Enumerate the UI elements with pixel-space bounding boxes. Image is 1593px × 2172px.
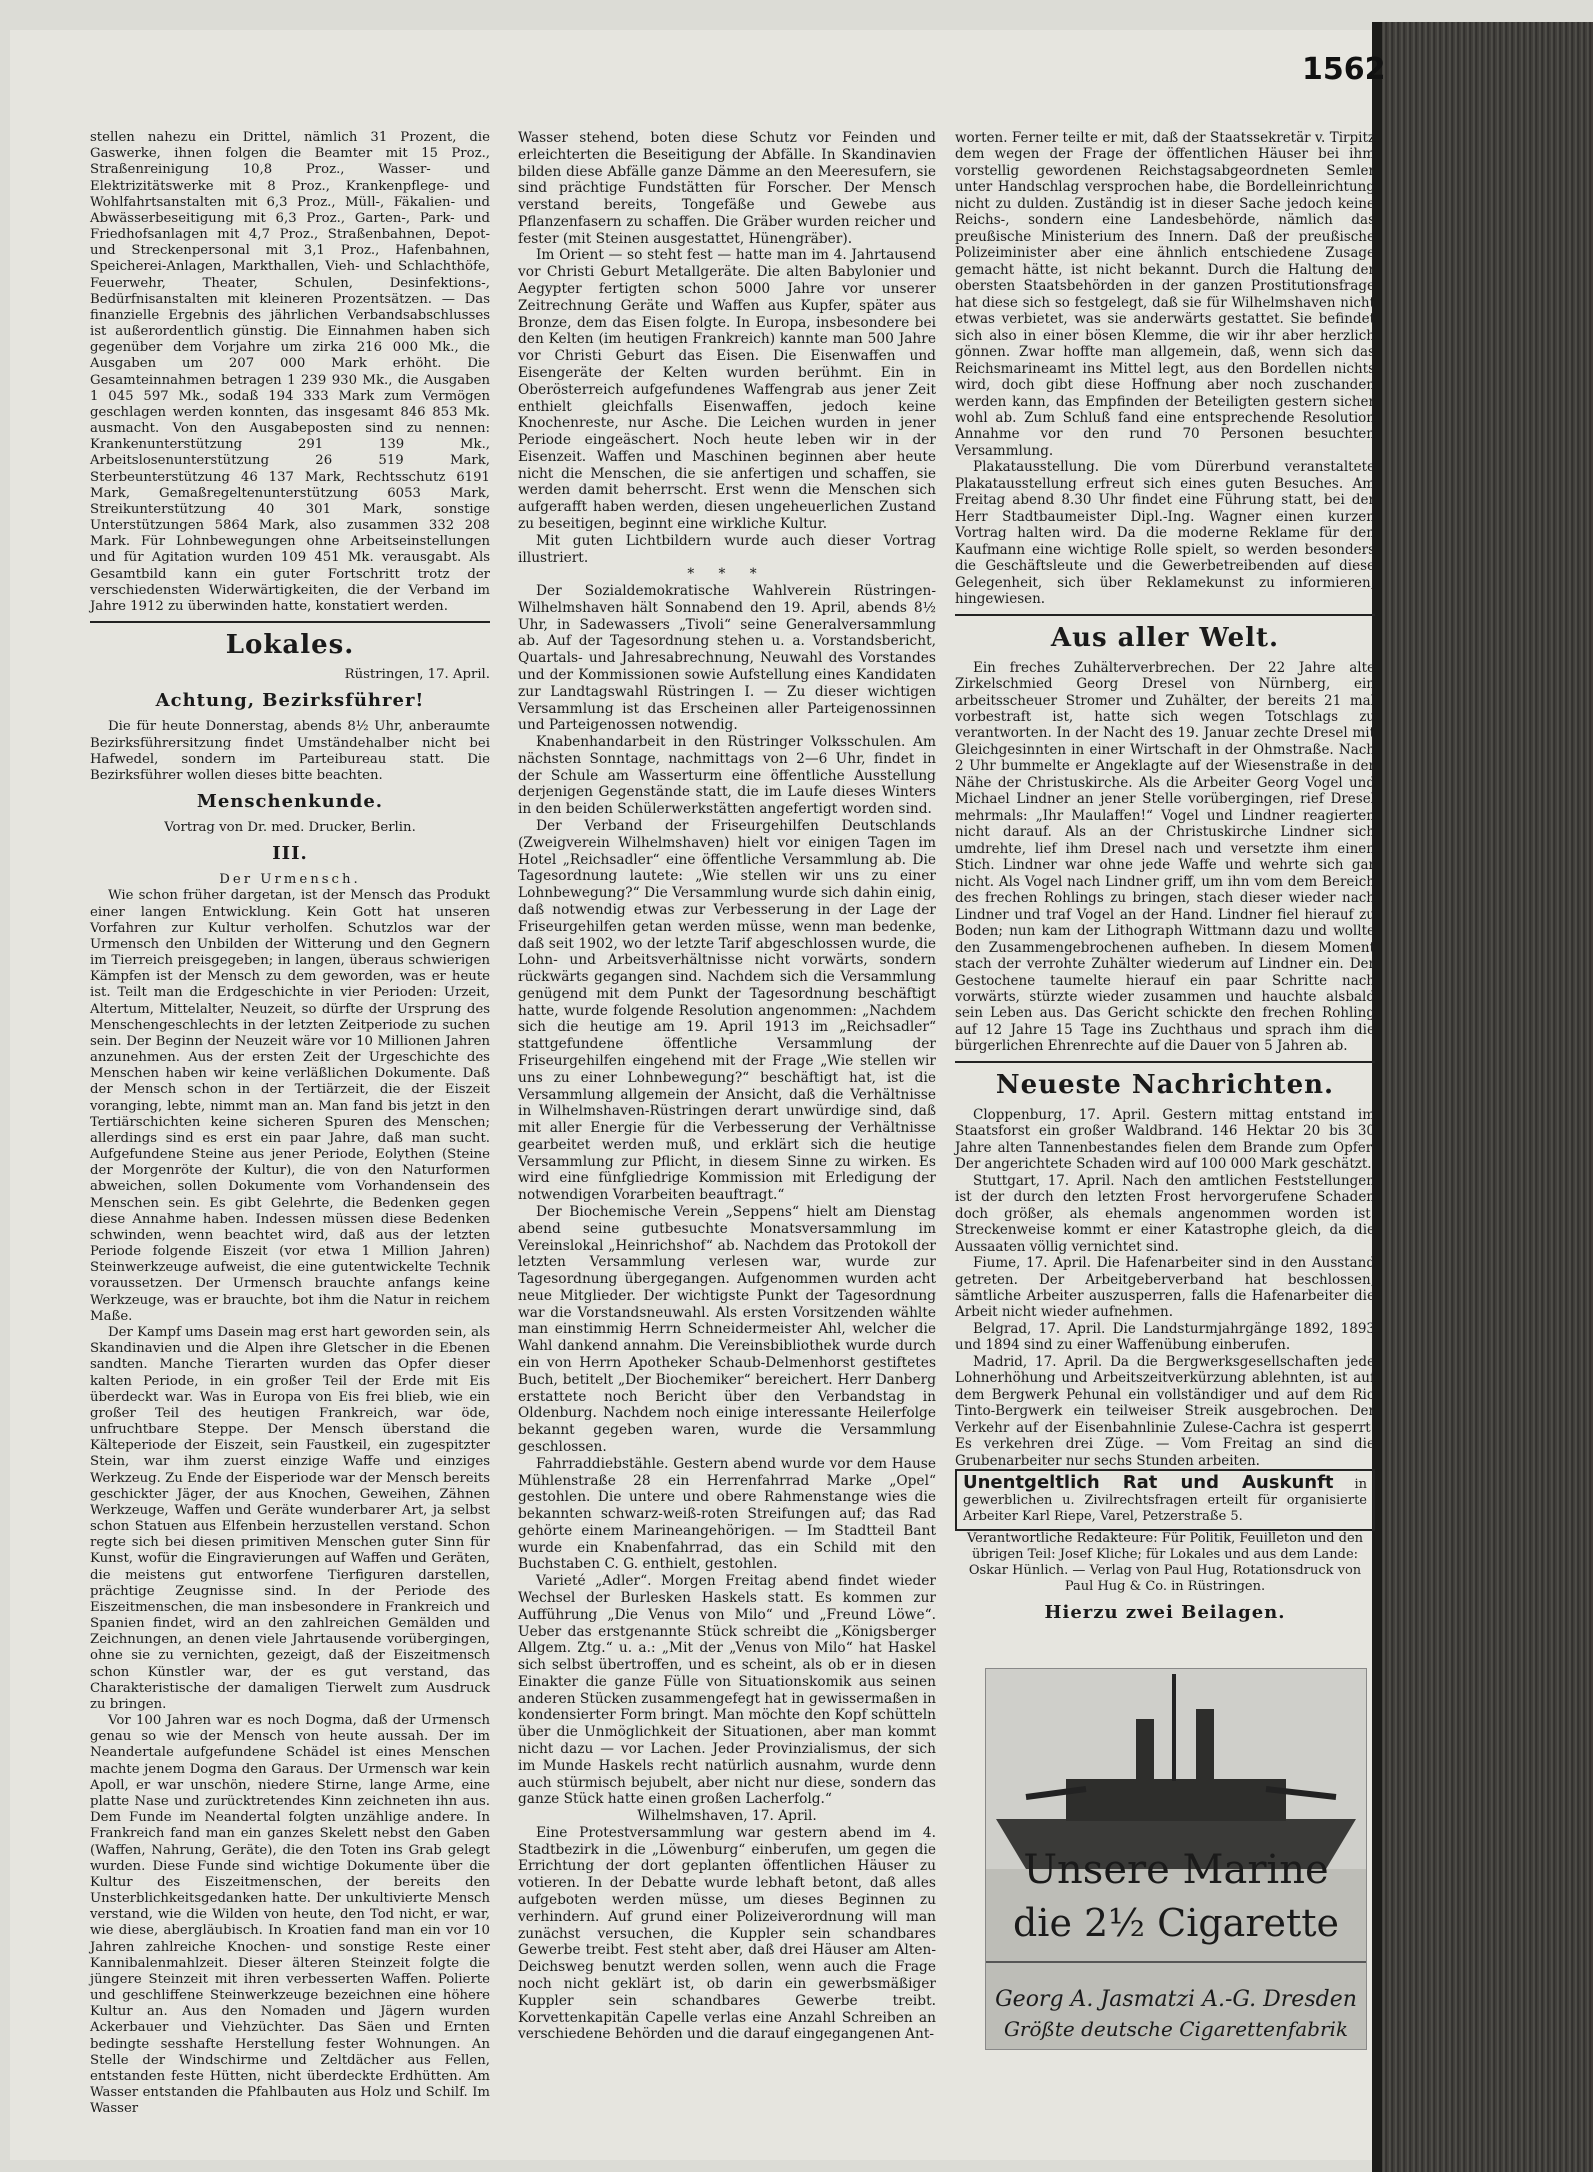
lecture-title: Der Urmensch. xyxy=(219,872,361,888)
dateline: Rüstringen, 17. April. xyxy=(344,667,490,683)
column-3 xyxy=(955,130,1375,1631)
advice-box-title: Unentgeltlich Rat und Auskunft xyxy=(963,1472,1334,1494)
paragraph: Der Verband der Friseurgehilfen Deutschlands (Zweigverein Wilhelmshaven) hielt vor einigen Tagen im Hotel „Reichsadler“ eine öffentliche Versammlung ab. Die Tagesordnung lautete: „Wie stellen wir uns zu einer Lohnbewegung?“ Die Versammlung wurde sich dahin einig, daß notwendig etwas zur Verbesserung in der Lage der Friseurgehilfen getan werden müsse, wenn man bedenke, daß seit 1902, wo der letzte Tarif abgeschlossen wurde, die Lohn- und Arbeitsverhältnisse nicht vorwärts, sondern rückwärts gegangen sind. Nachdem sich die Versammlung genügend mit dem Punkt der Tagesordnung beschäftigt hatte, wurde folgende Resolution angenommen: „Nachdem sich die heutige am 19. April 1913 im „Reichsadler“ stattgefundene öffentliche Versammlung der Friseurgehilfen eingehend mit der Frage „Wie stellen wir uns zu einer Lohnbewegung?“ beschäftigt hat, ist die Versammlung allgemein der Ansicht, daß die Verhältnisse in Wilhelmshaven-Rüstringen derart unwürdige sind, daß mit aller Energie für die Verbesserung der Verhältnisse gearbeitet werden muß, und erklärt sich die heutige Versammlung zur Pflicht, in diesem Sinne zu wirken. Es wird eine fünfgliedrige Kommission mit Erledigung der notwendigen Vorarbeiten beauftragt.“ xyxy=(518,818,936,1204)
paragraph: Ein freches Zuhälterverbrechen. Der 22 Jahre alte Zirkelschmied Georg Dresel von Nürnberg, ein arbeitsscheuer Stromer und Zuhälter, der bereits 21 mal vorbestraft ist, hatte sich wegen Totschlags zu verantworten. In der Nacht des 19. Januar zechte Dresel mit Gleichgesinnten in einer Wirtschaft in der Ohmstraße. Nach 2 Uhr bummelte er Angeklagte auf der Wiesenstraße in der Nähe der Christuskirche. Als die Arbeiter Georg Vogel und Michael Lindner an jener Stelle vorübergingen, rief Dresel mehrmals: „Ihr Maulaffen!“ Vogel und Lindner reagierten nicht darauf. Als an der Christuskirche Lindner sich umdrehte, lief ihm Dresel nach und versetzte ihm einen Stich. Lindner war ohne jede Waffe und wehrte sich gar nicht. Als Vogel nach Lindner griff, um ihn vom dem Bereich des frechen Rohlings zu bringen, stach dieser wieder nach Lindner und traf Vogel an der Hand. Lindner fiel hierauf zu Boden; nun kam der Lithograph Wittmann dazu und wollte den Zusammengebrochenen aufheben. In diesem Moment stach der verrohte Zuhälter wiederum auf Lindner ein. Der Gestochene taumelte hierauf ein paar Schritte nach vorwärts, stürzte wieder zusammen und hauchte alsbald sein Leben aus. Das Gericht schickte den frechen Rohling auf 12 Jahre 15 Tage ins Zuchthaus und sprach ihm die bürgerlichen Ehrenrechte auf die Dauer von 5 Jahren ab. xyxy=(955,659,1375,1055)
dateline: Wilhelmshaven, 17. April. xyxy=(637,1808,817,1825)
article-continuation: stellen nahezu ein Drittel, nämlich 31 Prozent, die Gaswerke, ihnen folgen die Beamter mit 15 Proz., Straßenreinigung 10,8 Proz., Wasser- und Elektrizitätswerke mit 8 Proz., Krankenpflege- und Wohlfahrtsanstalten mit 6,3 Proz., Müll-, Fäkalien- und Abwässerbeseitigung mit 6,3 Proz., Garten-, Park- und Friedhofsanlagen mit 4,7 Proz., Straßenbahnen, Depot- und Streckenpersonal mit 3,1 Proz., Hafenbahnen, Speicherei-Anlagen, Markthallen, Vieh- und Schlachthöfe, Feuerwehr, Theater, Schulen, Desinfektions-, Bedürfnisanstalten mit kleineren Prozentsätzen. — Das finanzielle Ergebnis des jährlichen Verbandsabschlusses ist außerordentlich günstig. Die Einnahmen haben sich gegenüber dem Vorjahre um zirka 216 000 Mk., die Ausgaben um 207 000 Mark erhöht. Die Gesamteinnahmen betragen 1 239 930 Mk., die Ausgaben 1 045 597 Mk., sodaß 194 333 Mark zum Vermögen geschlagen werden konnten, das insgesamt 846 853 Mk. ausmacht. Von den Ausgabeposten sind zu nennen: Krankenunterstützung 291 139 Mk., Arbeitslosenunterstützung 26 519 Mark, Sterbeunterstützung 46 137 Mark, Rechtsschutz 6191 Mark, Gemaßregeltenunterstützung 6053 Mark, Streikunterstützung 40 301 Mark, sonstige Unterstützungen 5864 Mark, also zusammen 332 208 Mark. Für Lohnbewegungen ohne Arbeitseinstellungen und für Agitation wurden 109 451 Mk. verausgabt. Als Gesamtbild kann ein guter Fortschritt trotz der verschiedensten Widerwärtigkeiten, die der Verband im Jahre 1912 zu überwinden hatte, konstatiert werden. xyxy=(90,130,490,614)
ad-company: Georg A. Jasmatzi A.-G. Dresden xyxy=(995,1987,1357,2012)
divider xyxy=(955,614,1375,616)
subheading-menschenkunde: Menschenkunde. xyxy=(196,791,384,813)
book-binding xyxy=(1382,22,1593,2172)
paragraph: Wie schon früher dargetan, ist der Mensch das Produkt einer langen Entwicklung. Kein Gott hat unseren Vorfahren zur Kultur verholfen. Schutzlos war der Urmensch den Unbilden der Witterung und den Gegnern im Tierreich preisgegeben; in langen, überaus schwierigen Kämpfen ist der Mensch zu dem geworden, was er heute ist. Teilt man die Erdgeschichte in vier Perioden: Urzeit, Altertum, Mittelalter, Neuzeit, so dürfte der Ursprung des Menschengeschlechts in der letzten Zeitperiode zu suchen sein. Der Beginn der Neuzeit wäre vor 10 Millionen Jahren anzunehmen. Aus der ersten Zeit der Urgeschichte des Menschen haben wir keine verläßlichen Dokumente. Daß der Mensch schon in der Tertiärzeit, die der Eiszeit voranging, lebte, nimmt man an. Man fand bis jetzt in den Tertiärschichten keine sicheren Spuren des Menschen; allerdings sind es erst ein paar Jahre, daß man sucht. Aufgefundene Steine aus jener Periode, Eolythen (Steine der Morgenröte der Kultur), die von den Naturformen abweichen, sollen Dokumente vom Vorhandensein des Menschen sein. Es gibt Gelehrte, die Bedenken gegen diese Annahme haben. Indessen müssen diese Bedenken schwinden, wenn beachtet wird, daß aus der letzten Periode folgende Eiszeit (vor etwa 1 Million Jahren) Steinwerkzeuge aufweist, die eine gutentwickelte Technik voraussetzen. Der Urmensch brauchte anfangs keine Werkzeuge, was er brauchte, bot ihm die Natur in reichem Maße. xyxy=(90,888,490,1324)
imprint: Verantwortliche Redakteure: Für Politik, Feuilleton und den übrigen Teil: Josef Kliche; für Lokales und aus dem Lande: Oskar Hünlich. — Verlag von Paul Hug, Rotationsdruck von Paul Hug & Co. in Rüstringen. xyxy=(966,1531,1364,1595)
ad-subheadline: die 2½ Cigarette xyxy=(1012,1901,1340,1945)
paragraph: Im Orient — so steht fest — hatte man im 4. Jahrtausend vor Christi Geburt Metallgeräte. Die alten Babylonier und Aegypter fertigten schon 5000 Jahre vor unserer Zeitrechnung Geräte und Waffen aus Kupfer, später aus Bronze, dem das Eisen folgte. In Europa, insbesondere bei den Kelten (im heutigen Frankreich) kannte man 500 Jahre vor Christi Geburt das Eisen. Die Eisenwaffen und Eisengeräte der Kelten wurden berühmt. Ein in Oberösterreich aufgefundenes Waffengrab aus jener Zeit enthielt gleichfalls Eisenwaffen, jedoch keine Knochenreste, nur Asche. Die Leichen wurden in jener Periode eingeäschert. Noch heute leben wir in der Eisenzeit. Waffen und Maschinen beginnen aber heute nicht die Menschen, die sie anfertigen und schaffen, sie werden damit beherrscht. Erst wenn die Menschen sich aufgerafft haben werden, diesen ungeheuerlichen Zustand zu beseitigen, beginnt eine wirkliche Kultur. xyxy=(518,247,936,532)
paragraph: Stuttgart, 17. April. Nach den amtlichen Feststellungen ist der durch den letzten Frost hervorgerufene Schaden doch größer, als ehemals angenommen worden ist. Streckenweise kommt er einer Katastrophe gleich, da die Aussaaten völlig vernichtet sind. xyxy=(955,1172,1375,1255)
article-continuation: Wasser stehend, boten diese Schutz vor Feinden und erleichterten die Beseitigung der Abfälle. In Skandinavien bilden diese Abfälle ganze Dämme an den Meeresufern, sie sind prächtige Fundstätten für Forscher. Der Mensch verstand bereits, Tongefäße und Gewebe aus Pflanzenfasern zu schaffen. Die Gräber wurden reicher und fester (mit Steinen ausgestattet, Hünengräber). xyxy=(518,130,936,247)
paragraph: Eine Protestversammlung war gestern abend im 4. Stadtbezirk in die „Löwenburg“ einberufen, um gegen die Errichtung der dort geplanten öffentlichen Häuser zu votieren. In der Debatte wurde lebhaft betont, daß alles aufgeboten werden müsse, um dieses Beginnen zu verhindern. Auf grund einer Polizeiverordnung will man zunächst versuchen, die Kuppler sein schandbares Gewerbe treibt. Fest steht aber, daß drei Häuser am Alten-Deichsweg benutzt werden sollen, wenn auch die Frage noch nicht geklärt ist, ob darin ein gewerbsmäßiger Kuppler sein schandbares Gewerbe treibt. Korvettenkapitän Capelle verlas eine Anzahl Schreiben an verschiedene Behörden und die darauf eingegangenen Ant- xyxy=(518,1824,936,2043)
paragraph: Varieté „Adler“. Morgen Freitag abend findet wieder Wechsel der Burlesken Haskels statt. Es kommen zur Aufführung „Die Venus von Milo“ und „Freund Löwe“. Ueber das erstgenannte Stück schreibt die „Königsberger Allgem. Ztg.“ u. a.: „Mit der „Venus von Milo“ hat Haskel sich selbst übertroffen, und es scheint, als ob er in diesen Einakter die ganze Fülle von Situationskomik aus seinen anderen Stücken zusammengefegt hat in gewissermaßen in kondensierter Form bringt. Man möchte den Kopf schütteln über die Unmöglichkeit der Situationen, aber man kommt nicht dazu — vor Lachen. Jeder Provinzialismus, der sich im Munde Haskels recht natürlich ausnahm, wurde denn auch stürmisch bejubelt, aber nicht nur diese, sondern das ganze Stück hatte einen großen Lacherfolg.“ xyxy=(518,1573,936,1808)
part-number: III. xyxy=(272,843,308,865)
section-heading-neueste-nachrichten: Neueste Nachrichten. xyxy=(995,1069,1335,1100)
section-heading-lokales: Lokales. xyxy=(225,630,355,661)
paragraph: Knabenhandarbeit in den Rüstringer Volksschulen. Am nächsten Sonntage, nachmittags von 2—6 Uhr, findet in der Schule am Wasserturm eine öffentliche Ausstellung derjenigen Gegenstände statt, die im Laufe dieses Winters in den beiden Schülerwerkstätten angefertigt worden sind. xyxy=(518,734,936,818)
lecture-byline: Vortrag von Dr. med. Drucker, Berlin. xyxy=(164,820,416,836)
subheading-achtung: Achtung, Bezirksführer! xyxy=(155,690,425,712)
divider xyxy=(90,621,490,623)
paragraph: Die für heute Donnerstag, abends 8½ Uhr, anberaumte Bezirksführersitzung findet Umständehalber nicht bei Hafwedel, sondern im Parteibureau statt. Die Bezirksführer wollen dieses bitte beachten. xyxy=(90,719,490,783)
advice-box xyxy=(955,1469,1375,1531)
paragraph: Vor 100 Jahren war es noch Dogma, daß der Urmensch genau so wie der Mensch von heute aussah. Der im Neandertale aufgefundene Schädel ist eines Menschen machte jenem Dogma den Garaus. Der Urmensch war kein Apoll, er war unschön, niedere Stirne, lange Arme, eine platte Nase und zurücktretendes Kinn zeichneten ihn aus. Dem Funde im Neandertal folgten unzählige andere. In Frankreich fand man ein ganzes Skelett nebst den Gaben (Waffen, Nahrung, Geräte), die den Toten ins Grab gelegt wurden. Diese Funde sind wichtige Dokumente über die Kultur des Eiszeitmenschen, der bereits den Unsterblichkeitsgedanken hatte. Der unkultivierte Mensch verstand, wie die Wilden von heute, den Tod nicht, er war, wie diese, abergläubisch. In Kroatien fand man ein vor 10 Jahren zahlreiche Knochen- und sonstige Reste einer Kannibalenmahlzeit. Dieser älteren Steinzeit folgte die jüngere Steinzeit mit ihren verbesserten Waffen. Polierte und geschliffene Steinwerkzeuge bezeichnen eine höhere Kultur an. Aus den Nomaden und Jägern wurden Ackerbauer und Viehzüchter. Das Säen und Ernten bedingte sesshafte Herstellung fester Wohnungen. An Stelle der Windschirme und Zeltdächer aus Fellen, entstanden feste Hütten, nicht überdeckte Erdhütten. Am Wasser entstanden die Pfahlbauten aus Holz und Schilf. Im Wasser xyxy=(90,1713,490,2117)
column-1 xyxy=(90,130,490,2117)
paragraph: Fiume, 17. April. Die Hafenarbeiter sind in den Ausstand getreten. Der Arbeitgeberverband hat beschlossen, sämtliche Arbeiter auszusperren, falls die Hafenarbeiter die Arbeit nicht wieder aufnehmen. xyxy=(955,1255,1375,1321)
paragraph: Der Biochemische Verein „Seppens“ hielt am Dienstag abend seine gutbesuchte Monatsversammlung im Vereinslokal „Heinrichshof“ ab. Nachdem das Protokoll der letzten Versammlung verlesen war, wurde zur Tagesordnung übergegangen. Aufgenommen wurden acht neue Mitglieder. Der wichtigste Punkt der Tagesordnung war die Vorstandsneuwahl. Als ersten Vorsitzenden wählte man einstimmig Herrn Schneidermeister Ahl, welcher die Wahl dankend annahm. Die Vereinsbibliothek wurde durch ein von Herrn Apotheker Schaub-Delmenhorst gestiftetes Buch, betitelt „Der Biochemiker“ bereichert. Herr Danberg erstattete noch Bericht über den Verbandstag in Oldenburg. Nachdem noch einige interessante Heilerfolge bekannt gegeben waren, wurde die Versammlung geschlossen. xyxy=(518,1204,936,1455)
paragraph: Cloppenburg, 17. April. Gestern mittag entstand im Staatsforst ein großer Waldbrand. 146 Hektar 20 bis 30 Jahre alten Tannenbestandes fielen dem Brande zum Opfer. Der angerichtete Schaden wird auf 100 000 Mark geschätzt. xyxy=(955,1106,1375,1173)
page-number: 1562 xyxy=(1302,52,1386,87)
paragraph: Plakatausstellung. Die vom Dürerbund veranstaltete Plakatausstellung erfreut sich eines guten Besuches. Am Freitag abend 8.30 Uhr findet eine Führung statt, bei der Herr Stadtbaumeister Dipl.-Ing. Wagner einen kurzen Vortrag halten wird. Da die moderne Reklame für den Kaufmann eine wichtige Rolle spielt, so werden besonders die Geschäftsleute und die Gewerbetreibenden auf diese Gelegenheit, sich über Reklamekunst zu informieren, hingewiesen. xyxy=(955,459,1375,608)
cigarette-advertisement xyxy=(985,1668,1367,2050)
ad-headline: Unsere Marine xyxy=(1023,1847,1329,1893)
supplements-note: Hierzu zwei Beilagen. xyxy=(1044,1602,1286,1624)
divider xyxy=(955,1061,1375,1063)
section-separator: * * * xyxy=(687,566,767,583)
advice-box-text: in gewerblichen u. Zivilrechtsfragen erteilt für organisierte Arbeiter Karl Riepe, Varel, Petzerstraße 5. xyxy=(963,1477,1367,1525)
section-heading-aus-aller-welt: Aus aller Welt. xyxy=(1050,622,1280,653)
paragraph: Belgrad, 17. April. Die Landsturmjahrgänge 1892, 1893 und 1894 sind zu einer Waffenübung einberufen. xyxy=(955,1320,1375,1354)
paragraph: Madrid, 17. April. Da die Bergwerksgesellschaften jede Lohnerhöhung und Arbeitszeitverkürzung ablehnten, ist auf dem Bergwerk Pehunal ein vollständiger und auf dem Rio Tinto-Bergwerk ein teilweiser Streik ausgebrochen. Der Verkehr auf der Eisenbahnlinie Zulese-Cachra ist gesperrt. Es verkehren drei Züge. — Vom Freitag an sind die Grubenarbeiter nur sechs Stunden arbeiten. xyxy=(955,1353,1375,1469)
paragraph: Der Kampf ums Dasein mag erst hart geworden sein, als Skandinavien und die Alpen ihre Gletscher in die Ebenen sandten. Manche Tierarten wurden das Opfer dieser kalten Periode, in ein großer Teil der Erde mit Eis überdeckt war. Was in Europa von Eis frei blieb, wie ein großer Teil des heutigen Frankreich, war öde, unfruchtbare Steppe. Der Mensch überstand die Kälteperiode der Eiszeit, sein Faustkeil, ein zugespitzter Stein, war ihm zuerst einzige Waffe und einziges Werkzeug. Zu Ende der Eisperiode war der Mensch bereits geschickter Jäger, der aus Knochen, Geweihen, Zähnen Werkzeuge, Waffen und Geräte wunderbarer Art, ja selbst schon Statuen aus Elfenbein herzustellen verstand. Schon regte sich bei diesen primitiven Menschen guter Sinn für Kunst, wofür die Eingravierungen auf Waffen und Geräten, die meistens gut entworfene Tierfiguren darstellen, prächtige Zeugnisse sind. In der Periode des Eiszeitmenschen, die man insbesondere in Frankreich und Spanien findet, wird an den zahlreichen Gemälden und Zeichnungen, an denen viele Jahrtausende vorübergingen, ohne sie zu vernichten, gezeigt, daß der Eiszeitmensch schon Künstler war, der es gut verstand, das Charakteristische der damaligen Tierwelt zum Ausdruck zu bringen. xyxy=(90,1325,490,1712)
paragraph: Der Sozialdemokratische Wahlverein Rüstringen-Wilhelmshaven hält Sonnabend den 19. April, abends 8½ Uhr, in Sadewassers „Tivoli“ seine Generalversammlung ab. Auf der Tagesordnung stehen u. a. Vorstandsbericht, Quartals- und Jahresabrechnung, Neuwahl des Vorstandes und der Kommissionen sowie Aufstellung eines Kandidaten zur Landtagswahl Rüstringen I. — Zu dieser wichtigen Versammlung ist das Erscheinen aller Parteigenossinnen und Parteigenossen notwendig. xyxy=(518,583,936,734)
article-continuation: worten. Ferner teilte er mit, daß der Staatssekretär v. Tirpitz dem wegen der Frage der öffentlichen Häuser bei ihm vorstellig gewordenen Reichstagsabgeordneten Semler unter Handschlag versprochen habe, die Bordelleinrichtung nicht zu dulden. Zuständig ist in dieser Sache jedoch keine Reichs-, sondern eine Landesbehörde, nämlich das preußische Ministerium des Innern. Daß der preußische Polizeiminister aber eine ähnlich entschiedene Zusage gemacht hätte, ist nicht bekannt. Durch die Haltung der obersten Staatsbehörden in der ganzen Prostitutionsfrage hat diese sich so festgelegt, daß sie für Wilhelmshaven nicht etwas verbietet, was sie anderwärts gestattet. Sie befindet sich also in einer bösen Klemme, die wir ihr aber herzlich gönnen. Zwar hoffte man allgemein, daß, wenn sich das Reichsmarineamt ins Mittel legt, aus den Bordellen nichts wird, doch gibt diese Hoffnung aber noch zuschanden werden kann, das Empfinden der Beteiligten gestern sicher wohl ab. Zum Schluß fand eine entsprechende Resolution Annahme vor den rund 70 Personen besuchten Versammlung. xyxy=(955,130,1375,459)
column-2 xyxy=(518,130,936,2043)
ad-tagline: Größte deutsche Cigarettenfabrik xyxy=(1003,2017,1349,2041)
paragraph: Mit guten Lichtbildern wurde auch dieser Vortrag illustriert. xyxy=(518,532,936,566)
paragraph: Fahrraddiebstähle. Gestern abend wurde vor dem Hause Mühlenstraße 28 ein Herrenfahrrad Marke „Opel“ gestohlen. Die untere und obere Rahmenstange wies die bekannten schwarz-weiß-roten Streifungen auf; das Rad gehörte einem Marineangehörigen. — Im Stadtteil Bant wurde ein Knabenfahrrad, das ein Schild mit den Buchstaben C. G. enthielt, gestohlen. xyxy=(518,1455,936,1573)
